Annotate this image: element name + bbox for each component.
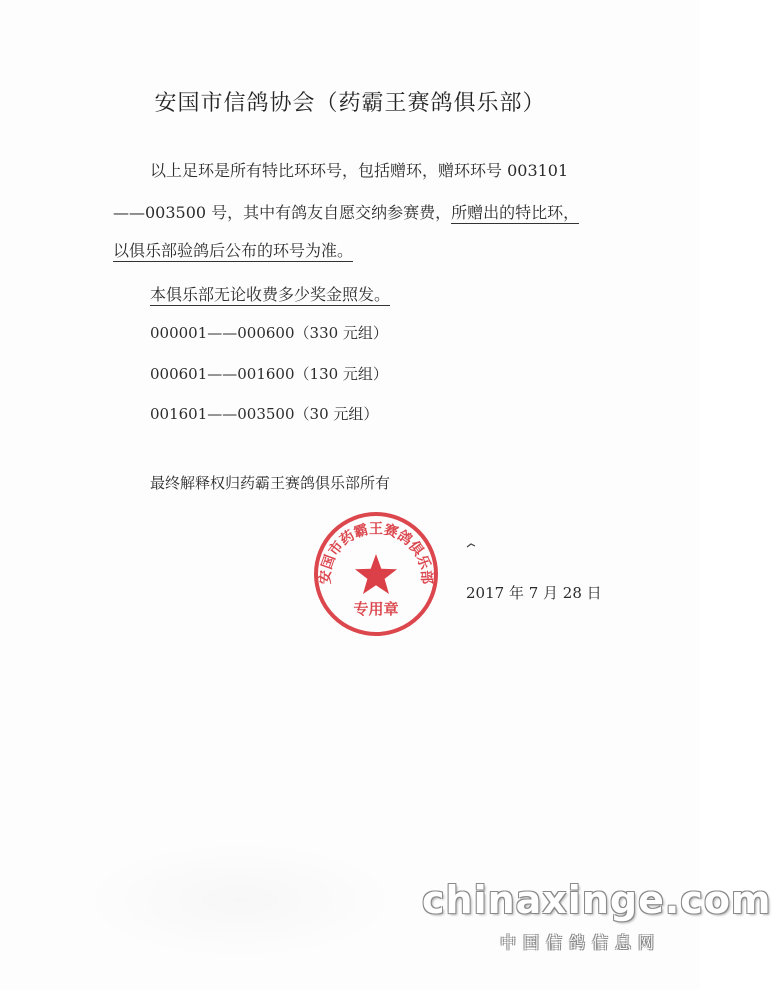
final-note: 最终解释权归药霸王赛鸽俱乐部所有 [150,474,391,492]
paragraph-line-1: 以上足环是所有特比环环号，包括赠环，赠环环号 003101 [150,161,569,180]
paragraph-line-3 [113,238,353,261]
ring-range-3: 001601——003500（30 元组） [150,405,379,423]
seal-arc-text: 安国市药霸王赛鸽俱乐部 [317,521,435,585]
pen-mark [466,541,476,549]
paragraph-line-4 [150,282,390,305]
document-title: 安国市信鸽协会（药霸王赛鸽俱乐部） [154,91,546,116]
ring-range-2: 000601——001600（130 元组） [150,365,388,383]
paragraph-line-3-underlined: 以俱乐部验鸽后公布的环号为准。 [113,241,354,260]
paragraph-line-4-underlined: 本俱乐部无论收费多少奖金照发。 [150,285,391,304]
seal-bottom-text: 专用章 [353,600,399,618]
official-seal [312,510,440,638]
scan-shadow [80,840,400,960]
ring-range-1: 000001——000600（330 元组） [150,324,388,342]
watermark-domain: chinaxinge.com [422,878,772,922]
paragraph-line-2 [113,200,579,223]
paragraph-line-2-text: ——003500 号，其中有鸽友自愿交纳参赛费， [113,203,452,222]
seal-star-icon [355,554,397,594]
watermark-chinese: 中国信鸽信息网 [500,933,662,952]
document-date: 2017 年 7 月 28 日 [466,584,602,602]
paragraph-line-2-underlined: 所赠出的特比环， [451,203,580,222]
